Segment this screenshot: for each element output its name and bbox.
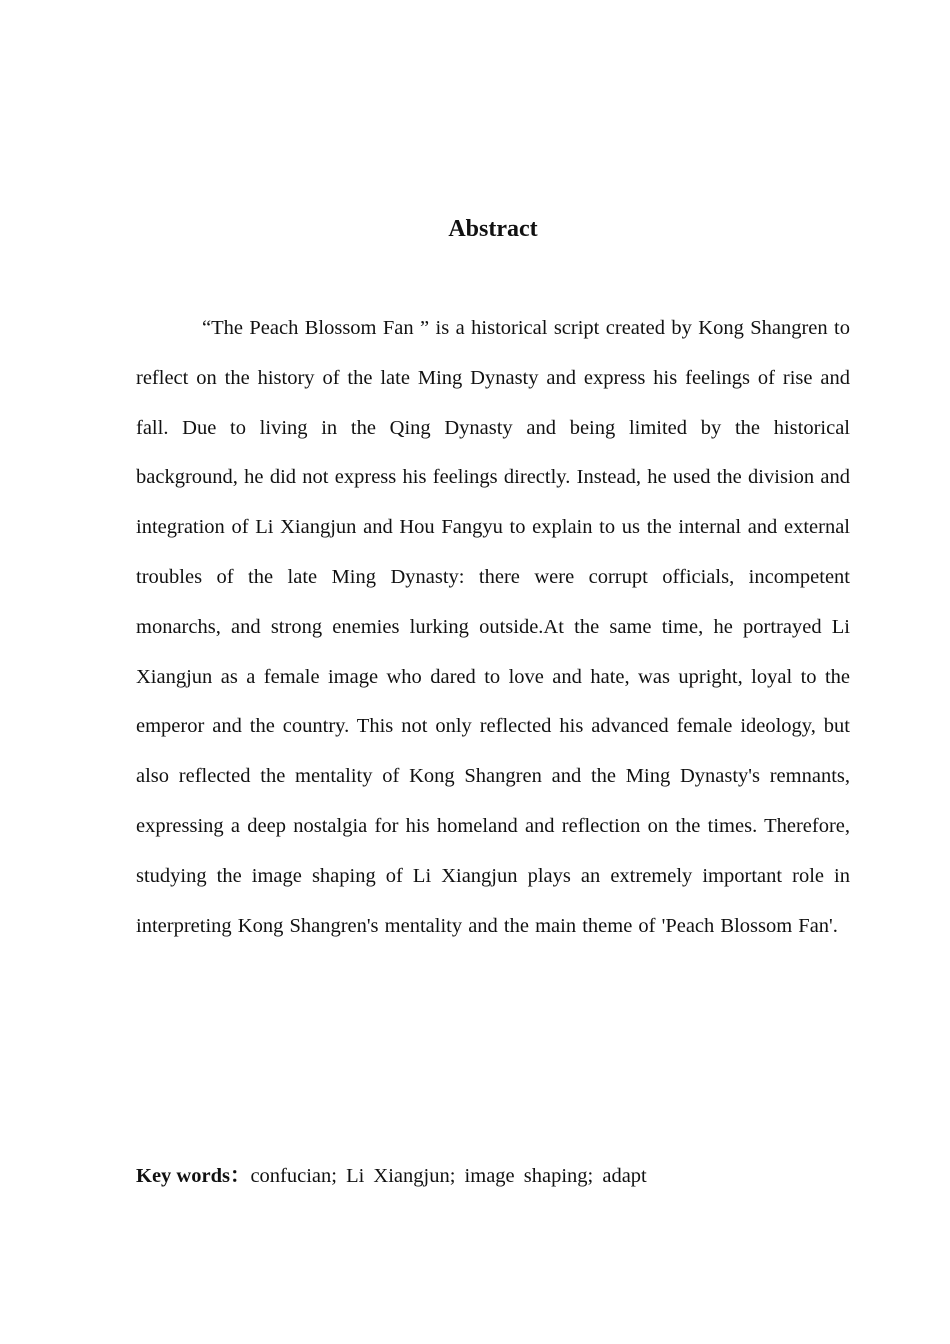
abstract-paragraph: “The Peach Blossom Fan ” is a historical script created by Kong Shangren to reflect on the history of the late Ming Dynasty and express his feelings of rise and fall. Due to living in the Qing Dynasty and being limited by the historical background, he did not express his feelings directly. Instead, he used the division and integration of Li Xiangjun and Hou Fangyu to explain to us the internal and external troubles of the late Ming Dynasty: there were corrupt officials, incompetent monarchs, and strong enemies lurking outside.At the same time, he portrayed Li Xiangjun as a female image who dared to love and hate, was upright, loyal to the emperor and the country. This not only reflected his advanced female ideology, but also reflected the mentality of Kong Shangren and the Ming Dynasty's remnants, expressing a deep nostalgia for his homeland and reflection on the times. Therefore, studying the image shaping of Li Xiangjun plays an extremely important role in interpreting Kong Shangren's mentality and the main theme of 'Peach Blossom Fan'. [136, 317, 850, 937]
keywords-line [136, 1152, 850, 1202]
keywords-label: Key words： [136, 1165, 251, 1187]
abstract-title: Abstract [448, 216, 538, 242]
keywords-list: confucian; Li Xiangjun; image shaping; adapt [250, 1165, 647, 1187]
